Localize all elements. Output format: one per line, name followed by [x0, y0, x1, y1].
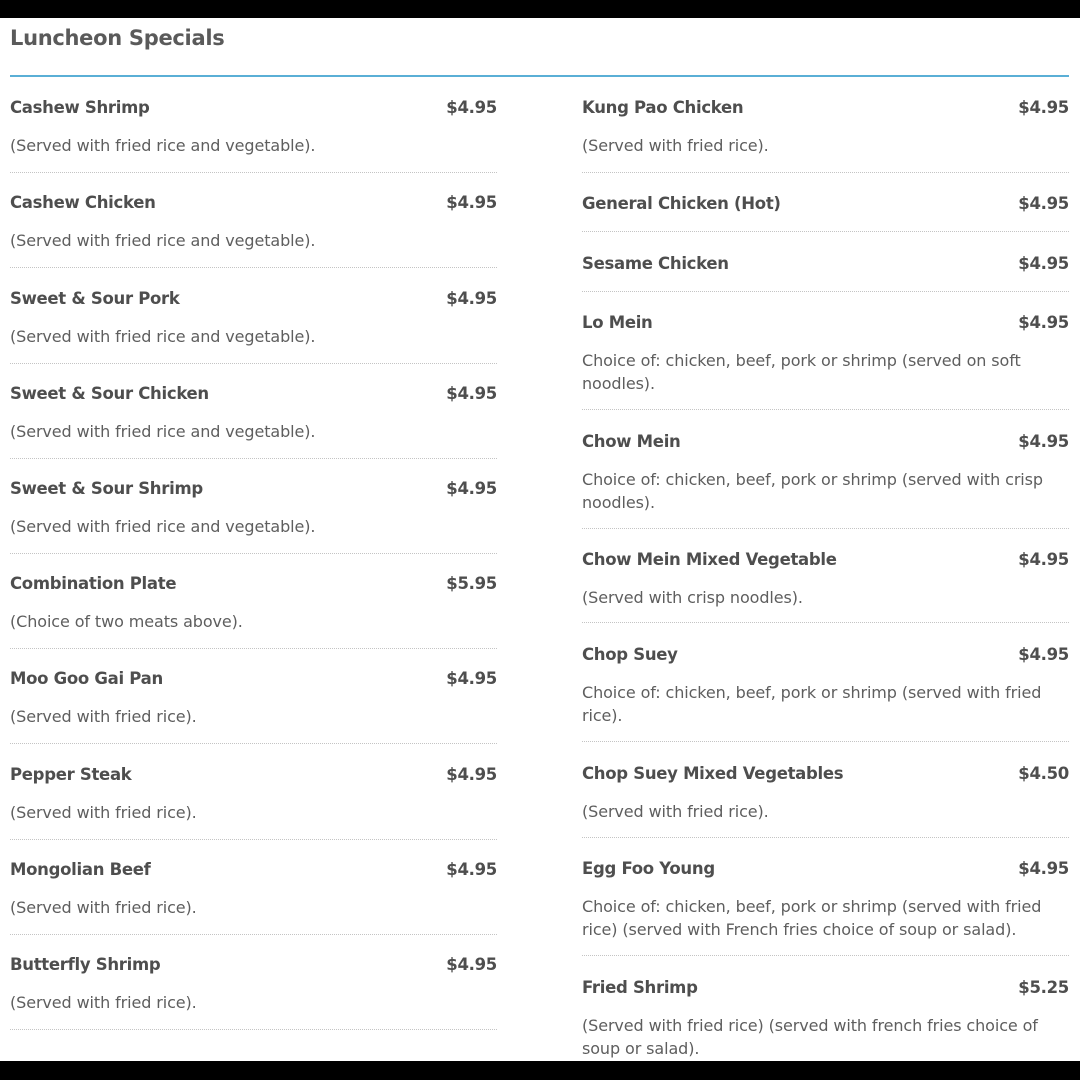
menu-item-name: Kung Pao Chicken — [582, 98, 744, 117]
menu-item-name: Lo Mein — [582, 313, 653, 332]
item-separator — [582, 409, 1069, 410]
menu-item-name: Mongolian Beef — [10, 860, 151, 879]
menu-item-price: $5.95 — [446, 574, 497, 593]
menu-item-description: (Served with fried rice and vegetable). — [10, 422, 316, 441]
menu-item-name: Fried Shrimp — [582, 978, 698, 997]
menu-item-price: $4.95 — [446, 765, 497, 784]
item-separator — [582, 231, 1069, 232]
menu-item-description: (Served with fried rice). — [582, 802, 769, 821]
item-separator — [10, 1029, 497, 1030]
menu-item-name: Sweet & Sour Shrimp — [10, 479, 203, 498]
menu-item-price: $4.50 — [1018, 764, 1069, 783]
menu-item-name: Combination Plate — [10, 574, 177, 593]
menu-item-price: $4.95 — [1018, 98, 1069, 117]
item-separator — [10, 267, 497, 268]
menu-item-price: $4.95 — [446, 669, 497, 688]
menu-item-name: Sesame Chicken — [582, 254, 729, 273]
menu-item-name: Moo Goo Gai Pan — [10, 669, 163, 688]
item-separator — [10, 839, 497, 840]
menu-item-description: (Served with fried rice). — [10, 707, 197, 726]
menu-item-description: (Served with fried rice). — [10, 993, 197, 1012]
menu-item-price: $5.25 — [1018, 978, 1069, 997]
menu-item-price: $4.95 — [1018, 550, 1069, 569]
menu-item-description: (Served with fried rice). — [582, 136, 769, 155]
item-separator — [582, 622, 1069, 623]
menu-item-price: $4.95 — [446, 384, 497, 403]
menu-item-description: (Served with crisp noodles). — [582, 588, 803, 607]
menu-item-price: $4.95 — [1018, 254, 1069, 273]
item-separator — [10, 934, 497, 935]
menu-item-description: Choice of: chicken, beef, pork or shrimp (served with crisp noodles). — [582, 470, 1043, 512]
menu-item-name: Cashew Shrimp — [10, 98, 150, 117]
menu-item-price: $4.95 — [446, 289, 497, 308]
menu-item-name: Chow Mein Mixed Vegetable — [582, 550, 837, 569]
item-separator — [582, 955, 1069, 956]
menu-item-price: $4.95 — [446, 479, 497, 498]
title-divider — [10, 75, 1069, 77]
menu-item-description: (Choice of two meats above). — [10, 612, 243, 631]
item-separator — [10, 458, 497, 459]
menu-item-price: $4.95 — [446, 193, 497, 212]
menu-item-description: (Served with fried rice). — [10, 803, 197, 822]
menu-item-price: $4.95 — [446, 955, 497, 974]
item-separator — [10, 743, 497, 744]
menu-item-name: Chow Mein — [582, 432, 681, 451]
menu-item-price: $4.95 — [1018, 194, 1069, 213]
menu-item-name: Sweet & Sour Pork — [10, 289, 180, 308]
menu-item-description: Choice of: chicken, beef, pork or shrimp (served with fried rice). — [582, 683, 1042, 725]
menu-item-price: $4.95 — [446, 860, 497, 879]
menu-item-description: (Served with fried rice and vegetable). — [10, 231, 316, 250]
menu-item-description: (Served with fried rice and vegetable). — [10, 327, 316, 346]
item-separator — [10, 648, 497, 649]
item-separator — [10, 363, 497, 364]
menu-item-name: Egg Foo Young — [582, 859, 715, 878]
item-separator — [10, 172, 497, 173]
item-separator — [10, 553, 497, 554]
menu-item-name: Pepper Steak — [10, 765, 132, 784]
item-separator — [582, 528, 1069, 529]
menu-item-price: $4.95 — [1018, 645, 1069, 664]
item-separator — [582, 172, 1069, 173]
menu-item-name: Sweet & Sour Chicken — [10, 384, 209, 403]
menu-item-name: Butterfly Shrimp — [10, 955, 161, 974]
menu-item-name: Chop Suey — [582, 645, 678, 664]
menu-item-description: (Served with fried rice). — [10, 898, 197, 917]
menu-item-description: (Served with fried rice and vegetable). — [10, 517, 316, 536]
item-separator — [582, 291, 1069, 292]
menu-item-description: (Served with fried rice) (served with french fries choice of soup or salad). — [582, 1016, 1038, 1058]
item-separator — [582, 837, 1069, 838]
menu-item-price: $4.95 — [1018, 859, 1069, 878]
menu-item-name: General Chicken (Hot) — [582, 194, 781, 213]
menu-item-name: Chop Suey Mixed Vegetables — [582, 764, 844, 783]
item-separator — [582, 741, 1069, 742]
menu-item-description: Choice of: chicken, beef, pork or shrimp (served with fried rice) (served with French fries choice of soup or salad). — [582, 897, 1042, 939]
menu-item-name: Cashew Chicken — [10, 193, 156, 212]
menu-item-description: (Served with fried rice and vegetable). — [10, 136, 316, 155]
menu-item-price: $4.95 — [446, 98, 497, 117]
menu-item-price: $4.95 — [1018, 432, 1069, 451]
menu-page — [0, 18, 1080, 1061]
menu-item-price: $4.95 — [1018, 313, 1069, 332]
menu-item-description: Choice of: chicken, beef, pork or shrimp (served on soft noodles). — [582, 351, 1021, 393]
page-title: Luncheon Specials — [10, 26, 225, 50]
